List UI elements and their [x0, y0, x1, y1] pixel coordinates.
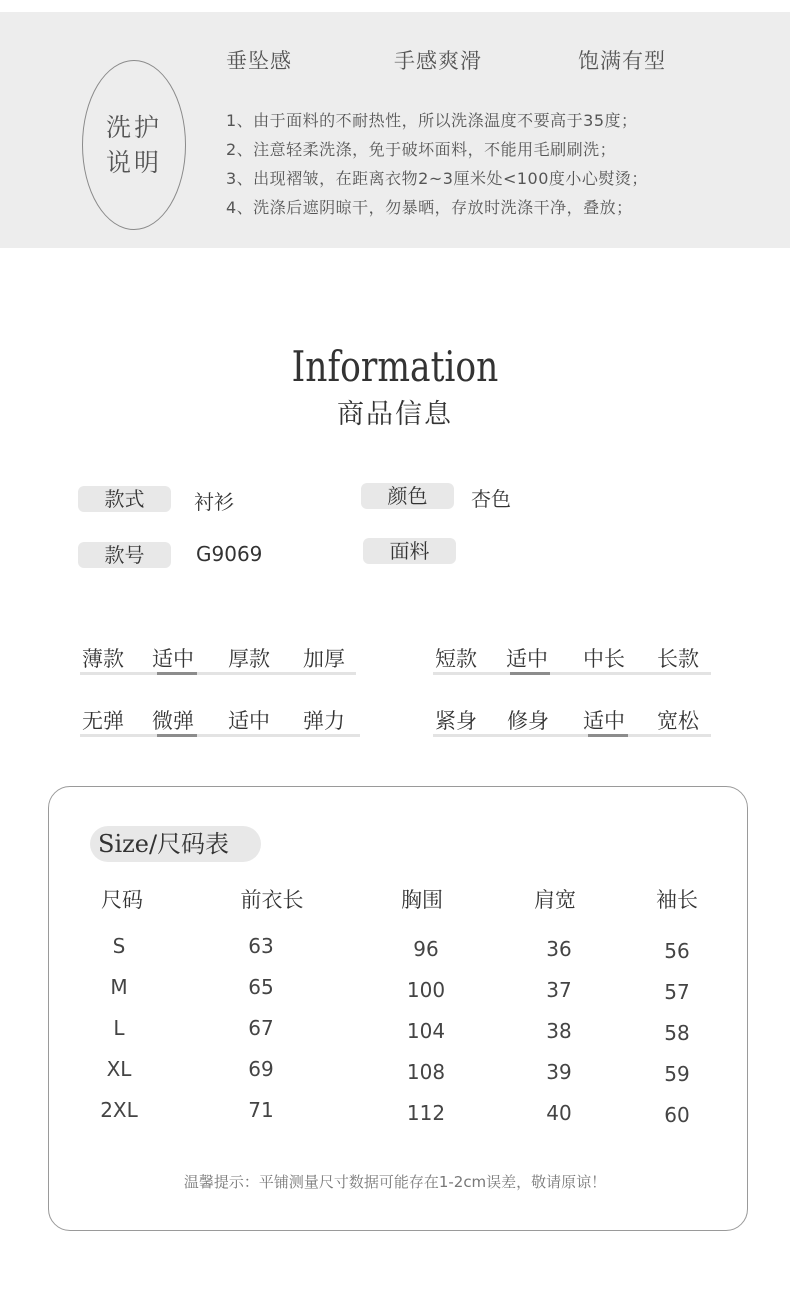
code-value: G9069: [196, 542, 263, 566]
code-label: 款号: [78, 542, 171, 568]
table-cell: 108: [406, 1060, 446, 1084]
thickness-option-extra-thick: 加厚: [303, 647, 345, 671]
table-cell: XL: [106, 1057, 132, 1081]
fit-option-tight: 紧身: [435, 709, 477, 733]
thickness-selected-marker: [157, 672, 197, 675]
feature-shape: 饱满有型: [578, 49, 666, 73]
length-option-medium: 适中: [506, 647, 548, 671]
length-option-long: 长款: [657, 647, 699, 671]
feature-drape: 垂坠感: [226, 49, 292, 73]
thickness-option-thin: 薄款: [82, 647, 124, 671]
table-cell: 104: [406, 1019, 446, 1043]
care-instruction-1: 1、由于面料的不耐热性，所以洗涤温度不要高于35度；: [226, 111, 638, 130]
style-value: 衬衫: [194, 490, 234, 514]
table-cell: 57: [664, 980, 690, 1004]
table-cell: L: [113, 1016, 125, 1040]
color-label: 颜色: [361, 483, 454, 509]
elasticity-option-medium: 适中: [228, 709, 270, 733]
elasticity-option-stretch: 弹力: [303, 709, 345, 733]
care-instructions-panel: [0, 12, 790, 248]
table-cell: 38: [546, 1019, 572, 1043]
length-option-short: 短款: [435, 647, 477, 671]
table-cell: 40: [546, 1101, 572, 1125]
fit-scale-line: [433, 734, 711, 737]
size-title-zh: 尺码表: [157, 830, 230, 858]
elasticity-scale-line: [80, 734, 360, 737]
table-cell: 56: [664, 939, 690, 963]
size-table-note: 温馨提示：平铺测量尺寸数据可能存在1-2cm误差，敬请原谅！: [183, 1173, 607, 1191]
care-instruction-2: 2、注意轻柔洗涤，免于破坏面料，不能用毛刷刷洗；: [226, 140, 617, 159]
table-cell: 65: [248, 975, 274, 999]
thickness-option-medium: 适中: [152, 647, 194, 671]
table-cell: S: [112, 934, 126, 958]
feature-smooth: 手感爽滑: [394, 49, 482, 73]
table-cell: 39: [546, 1060, 572, 1084]
elasticity-selected-marker: [157, 734, 197, 737]
table-cell: 100: [406, 978, 446, 1002]
table-cell: 36: [546, 937, 572, 961]
table-cell: M: [110, 975, 128, 999]
size-title-en: Size: [98, 830, 149, 858]
fabric-label: 面料: [363, 538, 456, 564]
table-cell: 71: [248, 1098, 274, 1122]
thickness-scale-line: [80, 672, 356, 675]
header-size: 尺码: [101, 888, 143, 912]
table-cell: 96: [413, 937, 439, 961]
fit-option-slim: 修身: [507, 709, 549, 733]
table-cell: 2XL: [100, 1098, 138, 1122]
header-front-length: 前衣长: [240, 888, 304, 912]
info-title-zh: 商品信息: [337, 399, 453, 430]
header-chest: 胸围: [401, 888, 443, 912]
table-cell: 112: [406, 1101, 446, 1125]
size-title-sep: /: [148, 830, 158, 858]
info-title-en: Information: [291, 342, 499, 391]
length-option-mid-long: 中长: [583, 647, 625, 671]
thickness-option-thick: 厚款: [228, 647, 270, 671]
elasticity-option-slight: 微弹: [152, 709, 194, 733]
care-instruction-4: 4、洗涤后遮阴晾干，勿暴晒，存放时洗涤干净，叠放；: [226, 198, 633, 217]
size-title: [98, 826, 229, 862]
care-badge-line1: 洗护: [105, 113, 162, 142]
table-cell: 69: [248, 1057, 274, 1081]
fit-option-medium: 适中: [583, 709, 625, 733]
style-label: 款式: [78, 486, 171, 512]
fit-option-loose: 宽松: [657, 709, 699, 733]
table-cell: 67: [248, 1016, 274, 1040]
table-cell: 63: [248, 934, 274, 958]
elasticity-option-none: 无弹: [82, 709, 124, 733]
length-scale-line: [433, 672, 711, 675]
care-badge: [82, 60, 186, 230]
table-cell: 60: [664, 1103, 690, 1127]
table-cell: 58: [664, 1021, 690, 1045]
length-selected-marker: [510, 672, 550, 675]
table-cell: 37: [546, 978, 572, 1002]
care-instruction-3: 3、出现褶皱，在距离衣物2~3厘米处<100度小心熨烫；: [226, 169, 648, 188]
header-shoulder: 肩宽: [534, 888, 576, 912]
header-sleeve: 袖长: [656, 888, 698, 912]
color-value: 杏色: [471, 487, 511, 511]
fit-selected-marker: [588, 734, 628, 737]
care-badge-line2: 说明: [105, 148, 162, 177]
table-cell: 59: [664, 1062, 690, 1086]
